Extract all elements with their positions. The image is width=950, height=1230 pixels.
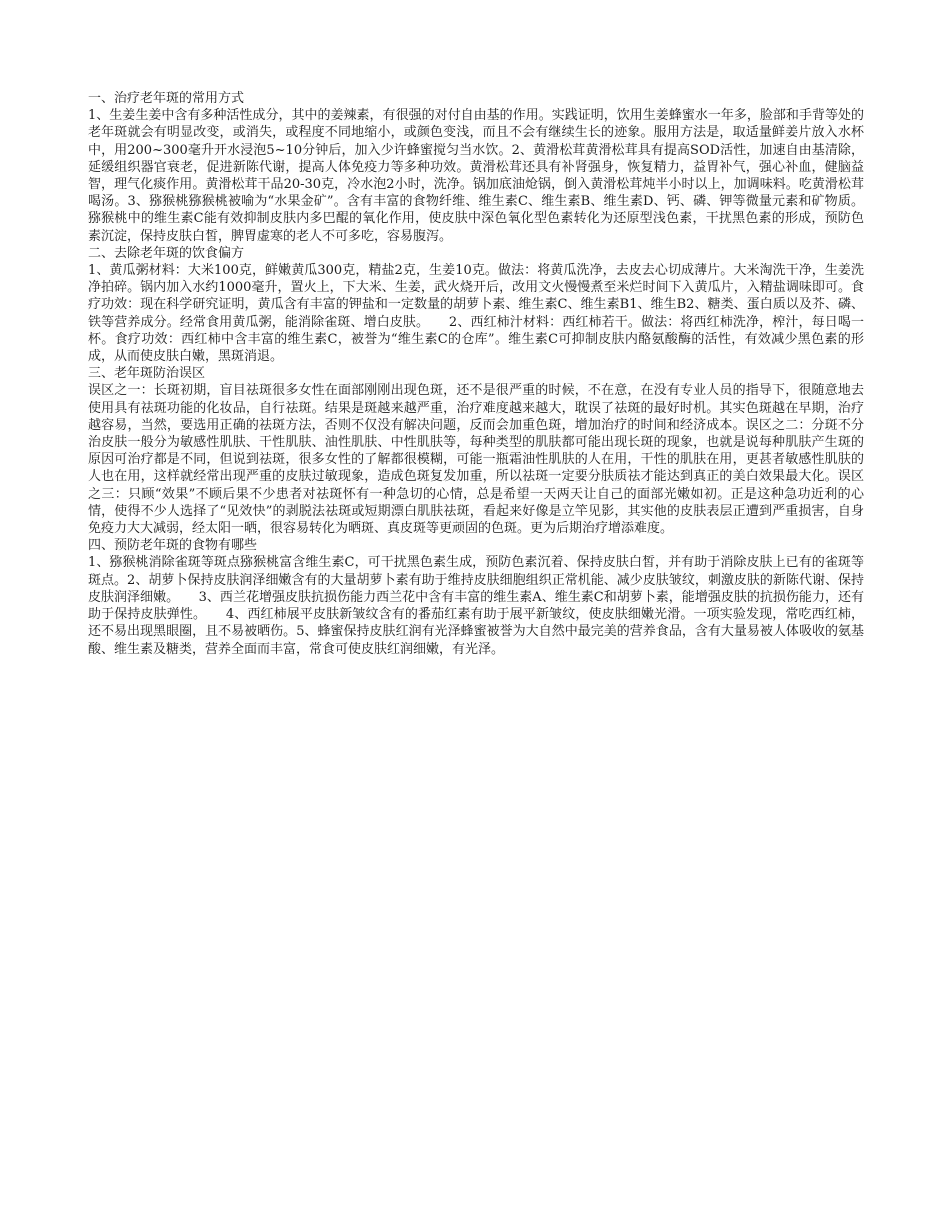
section-title: 四、预防老年斑的食物有哪些 <box>88 538 258 554</box>
section-4 <box>88 537 864 657</box>
section-1 <box>88 90 864 245</box>
paragraph: 1、黄瓜粥材料：大米100克，鲜嫩黄瓜300克，精盐2克，生姜10克。做法：将黄瓜洗净，去皮去心切成薄片。大米淘洗干净，生姜洗净拍碎。锅内加入水约1000毫升，置火上，下大米、生姜，武火烧开后，改用文火慢慢煮至米烂时间下入黄瓜片，入精盐调味即可。食疗功效：现在科学研究证明，黄瓜含有丰富的钾盐和一定数量的胡萝卜素、维生素C、维生素B1、维生B2、糖类、蛋白质以及芥、磷、铁等营养成分。经常食用黄瓜粥，能消除雀斑、增白皮肤。 2、西红柿汁材料：西红柿若干。做法：将西红柿洗净，榨汁，每日喝一杯。食疗功效：西红柿中含丰富的维生素C，被誉为“维生素C的仓库”。维生素C可抑制皮肤内酪氨酸酶的活性，有效减少黑色素的形成，从而使皮肤白嫩，黑斑消退。 <box>88 263 864 365</box>
paragraph: 1、生姜生姜中含有多种活性成分，其中的姜辣素，有很强的对付自由基的作用。实践证明，饮用生姜蜂蜜水一年多，脸部和手背等处的老年斑就会有明显改变，或消失，或程度不同地缩小，或颜色变浅，而且不会有继续生长的迹象。服用方法是，取适量鲜姜片放入水杯中，用200~300毫升开水浸泡5~10分钟后，加入少许蜂蜜搅匀当水饮。2、黄滑松茸黄滑松茸具有提高SOD活性，加速自由基清除，延缓组织器官衰老，促进新陈代谢，提高人体免疫力等多种功效。黄滑松茸还具有补肾强身，恢复精力，益胃补气，强心补血，健脑益智，理气化痰作用。黄滑松茸干品20-30克，冷水泡2小时，洗净。锅加底油炝锅，倒入黄滑松茸炖半小时以上，加调味料。吃黄滑松茸喝汤。3、猕猴桃猕猴桃被喻为“水果金矿”。含有丰富的食物纤维、维生素C、维生素B、维生素D、钙、磷、钾等微量元素和矿物质。猕猴桃中的维生素C能有效抑制皮肤内多巴醌的氧化作用，使皮肤中深色氧化型色素转化为还原型浅色素，干扰黑色素的形成，预防色素沉淀，保持皮肤白皙，脾胃虚寒的老人不可多吃，容易腹泻。 <box>88 108 864 244</box>
section-title: 一、治疗老年斑的常用方式 <box>88 91 245 106</box>
section-3 <box>88 365 864 537</box>
paragraph: 误区之一：长斑初期，盲目祛斑很多女性在面部刚刚出现色斑，还不是很严重的时候，不在意，在没有专业人员的指导下，很随意地去使用具有祛斑功能的化妆品，自行祛斑。结果是斑越来越严重，治疗难度越来越大，耽误了祛斑的最好时机。其实色斑越在早期，治疗越容易，当然，要选用正确的祛斑方法，否则不仅没有解决问题，反而会加重色斑，增加治疗的时间和经济成本。误区之二：分斑不分治皮肤一般分为敏感性肌肤、干性肌肤、油性肌肤、中性肌肤等，每种类型的肌肤都可能出现长斑的现象，也就是说每种肌肤产生斑的原因可治疗都是不同，但说到祛斑，很多女性的了解都很模糊，可能一瓶霜油性肌肤的人在用，干性的肌肤在用，更甚者敏感性肌肤的人也在用，这样就经常出现严重的皮肤过敏现象，造成色斑复发加重，所以祛斑一定要分肤质祛才能达到真正的美白效果最大化。误区之三：只顾“效果”不顾后果不少患者对祛斑怀有一种急切的心情，总是希望一天两天让自己的面部光嫩如初。正是这种急功近利的心情，使得不少人选择了“见效快”的剥脱法祛斑或短期漂白肌肤祛斑，看起来好像是立竿见影，其实他的皮肤表层正遭到严重损害，自身免疫力大大减弱，经太阳一晒，很容易转化为晒斑、真皮斑等更顽固的色斑。更为后期治疗增添难度。 <box>88 383 864 537</box>
section-title: 二、去除老年斑的饮食偏方 <box>88 245 245 261</box>
section-title: 三、老年斑防治误区 <box>88 366 206 382</box>
section-2 <box>88 245 864 365</box>
paragraph: 1、猕猴桃消除雀斑等斑点猕猴桃富含维生素C，可干扰黑色素生成，预防色素沉着、保持皮肤白皙，并有助于消除皮肤上已有的雀斑等斑点。2、胡萝卜保持皮肤润泽细嫩含有的大量胡萝卜素有助于维持皮肤细胞组织正常机能、减少皮肤皱纹，刺激皮肤的新陈代谢、保持皮肤润泽细嫩。 3、西兰花增强皮肤抗损伤能力西兰花中含有丰富的维生素A、维生素C和胡萝卜素，能增强皮肤的抗损伤能力，还有助于保持皮肤弹性。 4、西红柿展平皮肤新皱纹含有的番茄红素有助于展平新皱纹，使皮肤细嫩光滑。一项实验发现，常吃西红柿，还不易出现黑眼圈，且不易被晒伤。5、蜂蜜保持皮肤红润有光泽蜂蜜被誉为大自然中最完美的营养食品，含有大量易被人体吸收的氨基酸、维生素及糖类，营养全面而丰富，常食可使皮肤红润细嫩，有光泽。 <box>88 555 864 657</box>
document-body <box>88 90 864 658</box>
